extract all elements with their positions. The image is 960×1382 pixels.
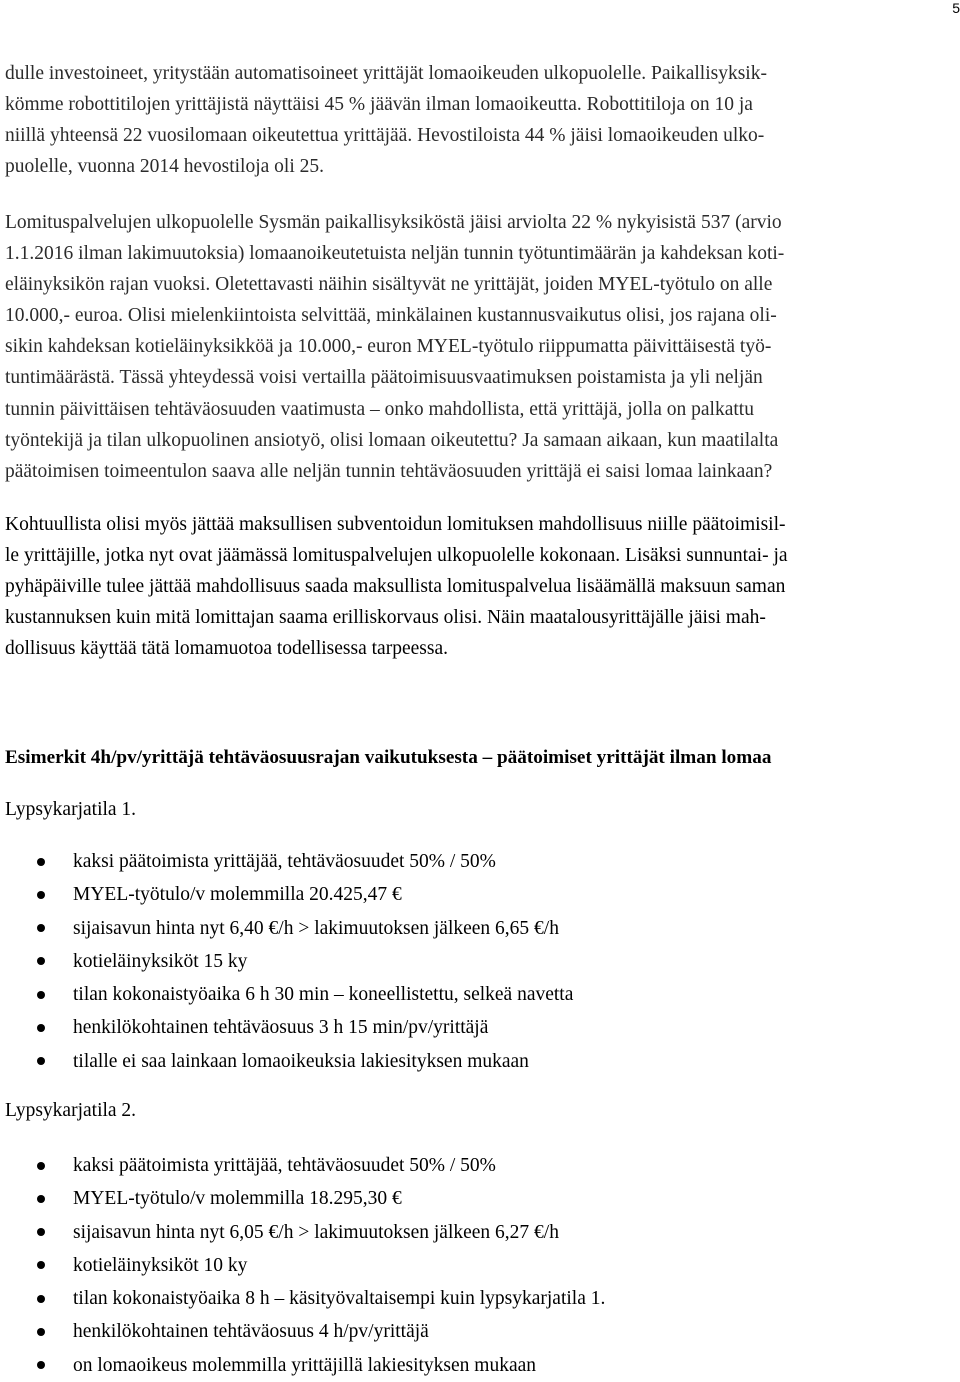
- list-item-text: kotieläinyksiköt 10 ky: [73, 1254, 248, 1276]
- text-line: 10.000,- euroa. Olisi mielenkiintoista selvittää, minkälainen kustannusvaikutus olisi, jos rajana oli-: [5, 305, 777, 327]
- list-item: [0, 845, 940, 878]
- bullet-icon: [37, 1328, 45, 1336]
- text-line: työntekijä ja tilan ulkopuolinen ansiotyö, olisi lomaan oikeutettu? Ja samaan aikaan, kun maatilalta: [5, 429, 779, 451]
- text-line: eläinyksikön rajan vuoksi. Oletettavasti näihin sisältyvät ne yrittäjät, joiden MYEL-työtulo on alle: [5, 274, 773, 296]
- bullet-icon: [37, 1024, 45, 1032]
- bullet-icon: [37, 924, 45, 932]
- bullet-icon: [37, 1361, 45, 1369]
- text-line: niillä yhteensä 22 vuosilomaan oikeutettua yrittäjää. Hevostiloista 44 % jäisi lomaoikeuden ulko-: [5, 125, 765, 147]
- text-line: sikin kahdeksan kotieläinyksikköä ja 10.000,- euron MYEL-työtulo riippumatta päivittäisestä työ-: [5, 336, 772, 358]
- paragraph-2: [5, 207, 953, 487]
- list-item-text: tilalle ei saa lainkaan lomaoikeuksia lakiesityksen mukaan: [73, 1050, 529, 1072]
- text-line: le yrittäjille, jotka nyt ovat jäämässä lomituspalvelujen ulkopuolelle kokonaan. Lisäksi sunnuntai- ja: [5, 545, 788, 567]
- examples-heading: Esimerkit 4h/pv/yrittäjä tehtäväosuusrajan vaikutuksesta – päätoimiset yrittäjät ilman lomaa: [5, 747, 772, 768]
- list-item-text: kaksi päätoimista yrittäjää, tehtäväosuudet 50% / 50%: [73, 1155, 496, 1176]
- example-1-title: Lypsykarjatila 1.: [5, 799, 137, 820]
- list-item-text: tilan kokonaistyöaika 6 h 30 min – koneellistettu, selkeä navetta: [73, 984, 574, 1006]
- paragraph-3: [5, 509, 953, 664]
- text-line: dollisuus käyttää tätä lomamuotoa todellisessa tarpeessa.: [5, 638, 448, 660]
- page-number: 5: [952, 0, 960, 16]
- text-line: tuntimäärästä. Tässä yhteydessä voisi vertailla päätoimisuusvaatimuksen poistamista ja yli neljän: [5, 367, 763, 389]
- text-line: dulle investoineet, yritystään automatisoineet yrittäjät lomaoikeuden ulkopuolelle. Paikallisyksik-: [5, 63, 767, 84]
- text-line: pyhäpäiville tulee jättää mahdollisuus saada maksullista lomituspalvelua lisäämällä maksuun saman: [5, 576, 786, 598]
- bullet-icon: [37, 1295, 45, 1303]
- text-line: kömme robottitilojen yrittäjistä näyttäisi 45 % jäävän ilman lomaoikeutta. Robottitiloja on 10 ja: [5, 94, 753, 116]
- list-item-text: MYEL-työtulo/v molemmilla 18.295,30 €: [73, 1188, 402, 1210]
- list-item: [0, 1182, 940, 1215]
- paragraph-1: [5, 58, 953, 182]
- list-item: [0, 1282, 940, 1315]
- list-item: [0, 878, 940, 911]
- list-item-text: sijaisavun hinta nyt 6,40 €/h > lakimuutoksen jälkeen 6,65 €/h: [73, 917, 559, 939]
- list-item: [0, 1045, 940, 1078]
- bullet-icon: [37, 1228, 45, 1236]
- list-item-text: tilan kokonaistyöaika 8 h – käsityövaltaisempi kuin lypsykarjatila 1.: [73, 1288, 606, 1310]
- example-1-list: [0, 845, 940, 1078]
- list-item: [0, 945, 940, 978]
- bullet-icon: [37, 1261, 45, 1269]
- list-item: [0, 1249, 940, 1282]
- list-item-text: kotieläinyksiköt 15 ky: [73, 950, 248, 972]
- text-line: Lomituspalvelujen ulkopuolelle Sysmän paikallisyksiköstä jäisi arviolta 22 % nykyisistä 537 (arvio: [5, 212, 782, 233]
- list-item-text: on lomaoikeus molemmilla yrittäjillä lakiesityksen mukaan: [73, 1354, 537, 1376]
- text-line: kustannuksen kuin mitä lomittajan saama erilliskorvaus olisi. Näin maatalousyrittäjälle jäisi mah-: [5, 607, 766, 629]
- list-item: [0, 1315, 940, 1348]
- bullet-icon: [37, 1162, 45, 1170]
- text-line: Kohtuullista olisi myös jättää maksullisen subventoidun lomituksen mahdollisuus niille päätoimisil-: [5, 514, 786, 535]
- example-2-list: [0, 1149, 940, 1382]
- bullet-icon: [37, 858, 45, 866]
- list-item-text: MYEL-työtulo/v molemmilla 20.425,47 €: [73, 884, 402, 906]
- list-item: [0, 1011, 940, 1044]
- bullet-icon: [37, 891, 45, 899]
- list-item: [0, 1216, 940, 1249]
- list-item-text: henkilökohtainen tehtäväosuus 4 h/pv/yrittäjä: [73, 1321, 429, 1343]
- bullet-icon: [37, 991, 45, 999]
- bullet-icon: [37, 957, 45, 965]
- list-item: [0, 912, 940, 945]
- list-item-text: henkilökohtainen tehtäväosuus 3 h 15 min/pv/yrittäjä: [73, 1017, 489, 1039]
- bullet-icon: [37, 1195, 45, 1203]
- text-line: puolelle, vuonna 2014 hevostiloja oli 25.: [5, 156, 324, 178]
- list-item-text: sijaisavun hinta nyt 6,05 €/h > lakimuutoksen jälkeen 6,27 €/h: [73, 1221, 559, 1243]
- bullet-icon: [37, 1057, 45, 1065]
- list-item: [0, 1349, 940, 1382]
- list-item: [0, 1149, 940, 1182]
- text-line: päätoimisen toimeentulon saava alle neljän tunnin tehtäväosuuden yrittäjä ei saisi lomaa lainkaan?: [5, 460, 773, 482]
- list-item: [0, 978, 940, 1011]
- text-line: 1.1.2016 ilman lakimuutoksia) lomaanoikeutetuista neljän tunnin työtuntimäärän ja kahdeksan koti-: [5, 243, 785, 265]
- list-item-text: kaksi päätoimista yrittäjää, tehtäväosuudet 50% / 50%: [73, 851, 496, 872]
- text-line: tunnin päivittäisen tehtäväosuuden vaatimusta – onko mahdollista, että yrittäjä, jolla on palkattu: [5, 398, 754, 420]
- example-2-title: Lypsykarjatila 2.: [5, 1100, 137, 1121]
